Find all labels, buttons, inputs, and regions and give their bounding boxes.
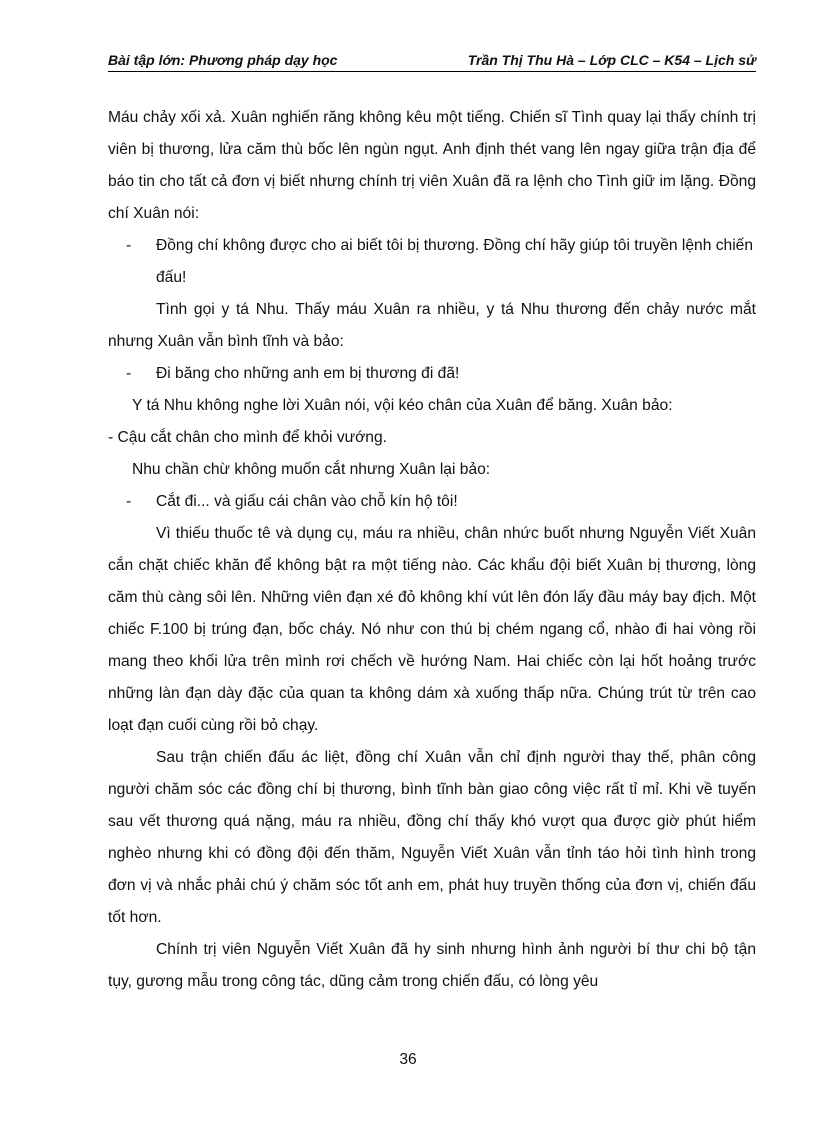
dialogue-text-1: Đồng chí không được cho ai biết tôi bị thương. Đồng chí hãy giúp tôi truyền lệnh chiến đấu! [156,237,754,286]
dialogue-text-2: Đi băng cho những anh em bị thương đi đã! [156,365,460,382]
dash-marker: - [126,237,132,254]
dialogue-text-3: Cắt đi... và giấu cái chân vào chỗ kín hộ tôi! [156,493,458,510]
dialogue-line-3 [108,486,756,518]
paragraph-4: - Cậu cắt chân cho mình để khỏi vướng. [108,429,387,446]
paragraph-3: Y tá Nhu không nghe lời Xuân nói, vội kéo chân của Xuân để băng. Xuân bảo: [132,397,673,414]
document-body [108,102,756,998]
dialogue-line-1 [108,230,756,294]
dialogue-line-2 [108,358,756,390]
paragraph-6: Vì thiếu thuốc tê và dụng cụ, máu ra nhiều, chân nhức buốt nhưng Nguyễn Viết Xuân cắn chặt chiếc khăn để không bật ra một tiếng nào. Các khẩu đội biết Xuân bị thương, lòng căm thù càng sôi lên. Những viên đạn xé đỏ không khí vút lên đón lấy đầu máy bay địch. Một chiếc F.100 bị trúng đạn, bốc cháy. Nó như con thú bị chém ngang cổ, nhào đi hai vòng rồi mang theo khối lửa trên mình rơi chếch về hướng Nam. Hai chiếc còn lại hốt hoảng trước những làn đạn dày đặc của quan ta không dám xà xuống thấp nữa. Chúng trút từ trên cao loạt đạn cuối cùng rồi bỏ chạy. [108,525,756,734]
dash-marker: - [126,493,132,510]
paragraph-7: Sau trận chiến đấu ác liệt, đồng chí Xuân vẫn chỉ định người thay thế, phân công người chăm sóc các đồng chí bị thương, bình tĩnh bàn giao công việc rất tỉ mỉ. Khi về tuyến sau vết thương quá nặng, máu ra nhiều, đồng chí thấy khó vượt qua được giờ phút hiểm nghèo nhưng khi có đồng đội đến thăm, Nguyễn Viết Xuân vẫn tỉnh táo hỏi tình hình trong đơn vị và nhắc phải chú ý chăm sóc tốt anh em, phát huy truyền thống của đơn vị, chiến đấu tốt hơn. [108,749,756,926]
paragraph-1: Máu chảy xối xả. Xuân nghiến răng không kêu một tiếng. Chiến sĩ Tình quay lại thấy chính trị viên bị thương, lửa căm thù bốc lên ngùn ngụt. Anh định thét vang lên ngay giữa trận địa để báo tin cho tất cả đơn vị biết nhưng chính trị viên Xuân đã ra lệnh cho Tình giữ im lặng. Đồng chí Xuân nói: [108,109,756,222]
header-left-title: Bài tập lớn: Phương pháp dạy học [108,52,338,68]
paragraph-2: Tình gọi y tá Nhu. Thấy máu Xuân ra nhiều, y tá Nhu thương đến chảy nước mắt nhưng Xuân vẫn bình tĩnh và bảo: [108,301,756,350]
dash-marker: - [126,365,132,382]
page-number: 36 [399,1051,417,1068]
paragraph-5: Nhu chần chừ không muốn cắt nhưng Xuân lại bảo: [132,461,491,478]
paragraph-8: Chính trị viên Nguyễn Viết Xuân đã hy sinh nhưng hình ảnh người bí thư chi bộ tận tụy, gương mẫu trong công tác, dũng cảm trong chiến đấu, có lòng yêu [108,941,756,990]
page-header [108,52,756,74]
header-right-author: Trần Thị Thu Hà – Lớp CLC – K54 – Lịch sử [467,52,756,68]
header-rule [108,71,756,72]
